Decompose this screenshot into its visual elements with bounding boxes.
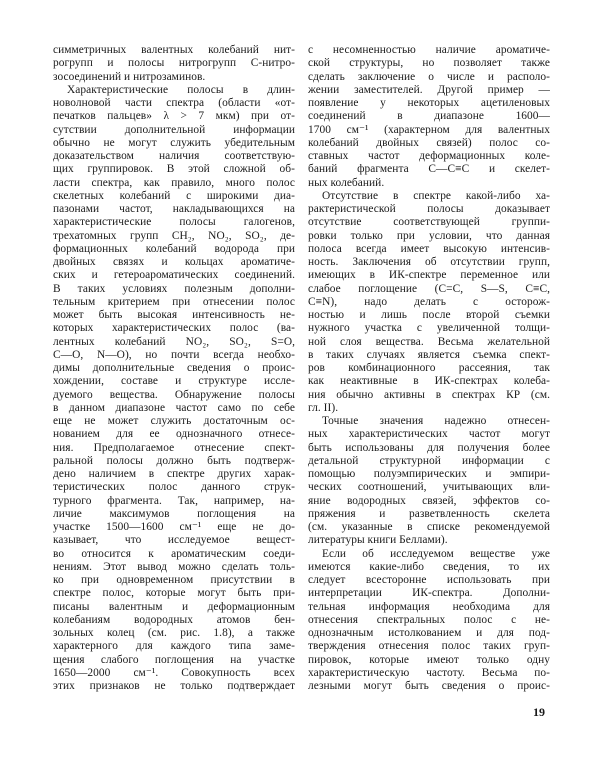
text-line: которых характеристических полос (ва- [53,322,295,335]
text-line: ских и гетероароматических соединений. [53,269,295,282]
text-line: лентных колебаний NO₂, SO₂, S=O, [53,335,295,348]
text-line: имеющих в ИК-спектре переменное или [308,269,550,282]
text-line: ко при одновременном присутствии в [53,574,295,586]
text-line: казывает, что исследуемое вещест- [53,534,295,547]
text-line: с несомненностью наличие ароматиче- [308,44,550,56]
text-line: пазонами частот, накладывающихся на [53,203,295,215]
text-line: тверждения отнесения полос таких груп- [308,640,550,653]
right-text-column [308,44,550,693]
text-line: нужного участка с увеличенной толщи- [308,322,550,335]
text-line: в таких случаях является съемка спект- [308,348,550,361]
text-line: рактеристической полосы доказывает [308,203,550,215]
text-line: зольных колец (см. рис. 1.8), а также [53,627,295,639]
text-line: 1700 см⁻¹ (характерном для валентных [308,123,550,136]
text-line: писаны валентным и деформационным [53,600,295,613]
text-line: еще не может служить достаточным ос- [53,415,295,427]
page-number: 19 [533,705,545,719]
text-line: полоса всегда имеет высокую интенсив- [308,242,550,255]
text-line: помощью полуэмпирических и эмпири- [308,468,550,480]
text-line: ных колебаний. [308,176,385,189]
text-line: щения слабого поглощения на участке [53,653,295,666]
text-line: Отсутствие в спектре какой-либо ха- [322,189,550,202]
text-line: симметричных валентных колебаний нит- [53,44,295,56]
text-line: ровки только при условии, что данная [308,229,550,242]
text-line: турного фрагмента. Так, например, на- [53,494,295,507]
text-line: щих группировок. В этой сложной об- [53,163,295,176]
text-line: сделать заключение о числе и располо- [308,70,550,83]
text-line: Точные значения надежно отнесен- [322,415,550,427]
text-line: имеются какие-либо сведения, то их [308,560,550,573]
text-line: (см. указанные в списке рекомендуемой [308,521,550,533]
text-line: ральной полосы должно быть подтверж- [53,454,295,467]
text-line: детальной структурной информации с [308,454,550,467]
text-line: этих признаков не только подтверждает [53,680,295,692]
text-line: отнесения спектральных полос с не- [308,613,550,626]
text-line: ставных частот деформационных коле- [308,150,550,162]
text-line: димы дополнительные сведения о проис- [53,362,295,374]
text-line: ных характеристических частот могут [308,428,550,441]
text-line: В таких условиях полезным дополни- [53,282,295,295]
text-line: личие максимумов поглощения на [53,507,295,520]
text-line: ностью и лишь после второй съемки [308,309,550,321]
text-line: тельная информация необходима для [308,600,550,613]
text-line: скелетных колебаний с широкими диа- [53,189,295,202]
text-line: соединений в диапазоне 1600— [308,110,550,123]
text-line: ния. Предполагаемое отнесение спект- [53,441,295,454]
text-line: ность. Заключения об отсутствии групп, [308,256,550,268]
text-line: ласти спектра, как правило, много полос [53,176,295,189]
text-line: C≡N), надо делать с осторож- [308,295,550,308]
text-line: характеристическую частоту. Весьма по- [308,666,550,679]
text-line: ской структуры, но позволяет также [308,57,550,70]
text-line: характерного для каждого типа заме- [53,640,295,653]
left-text-column [53,44,295,693]
text-line: пировок, которые имеют только одну [308,653,550,666]
text-line: двойных связях и кольцах ароматиче- [53,256,295,268]
text-line: ной слоя вещества. Весьма желательной [308,335,550,348]
text-line: нованием для ее однозначного отнесе- [53,428,295,441]
text-line: ния обычно активны в спектрах КР (см. [308,388,550,401]
text-line: может быть высокая интенсивность не- [53,309,295,321]
text-line: участке 1500—1600 см⁻¹ еще не до- [53,521,295,533]
text-line: Характеристические полосы в длин- [67,83,295,96]
text-line: C—O, N—O), но почти всегда необхо- [53,348,295,361]
text-line: отсутствие соответствующей группи- [308,216,550,229]
text-line: однозначным истолкованием и для под- [308,627,550,639]
text-line: литературы книги Беллами). [308,534,448,547]
text-line: спектре полос, которые могут быть при- [53,587,295,600]
text-line: нениям. Этот вывод можно сделать толь- [53,560,295,573]
text-line: Если об исследуемом веществе уже [322,547,550,560]
text-line: трехатомных групп CH₂, NO₂, SO₂, де- [53,229,295,242]
text-line: теристических полос данного струк- [53,481,295,494]
text-line: слабое поглощение (C=C, S—S, C≡C, [308,282,550,295]
text-line: баний фрагмента C—C≡C и скелет- [308,163,550,176]
text-line: быть использованы для получения более [308,441,550,454]
text-line: формационных колебаний водорода при [53,242,295,255]
text-line: 1650—2000 см⁻¹. Совокупность всех [53,666,295,679]
text-line: появление у некоторых ацетиленовых [308,97,550,109]
text-line: лезными могут быть сведения о проис- [308,680,550,692]
text-line: сутствии дополнительной информации [53,123,295,136]
text-line: во относится к ароматическим соеди- [53,547,295,560]
text-line: дено наличием в спектре других харак- [53,468,295,480]
text-line: рогрупп и полосы нитрогрупп С-нитро- [53,57,295,70]
text-line: в данном диапазоне частот само по себе [53,401,295,414]
text-line: характеристические полосы галогенов, [53,216,295,229]
text-line: колебаний двойных связей) полос со- [308,136,550,149]
text-line: яние водородных связей, эффектов со- [308,494,550,507]
text-line: как неактивные в ИК-спектрах колеба- [308,375,550,388]
text-line: печатков пальцев» λ > 7 мкм) при от- [53,110,295,123]
text-line: следует всесторонне использовать при [308,574,550,586]
text-line: колебаниям водородных атомов бен- [53,613,295,626]
text-line: жении заместителей. Другой пример — [308,83,550,96]
text-line: зосоединений и нитрозаминов. [53,70,206,83]
text-line: пряжения и разветвленность скелета [308,507,550,520]
text-line: ческих соотношений, учитывающих вли- [308,481,550,494]
text-line: дуемого вещества. Обнаружение полосы [53,388,295,401]
text-line: тельным критерием при отнесении полос [53,295,295,308]
text-line: доказательством наличия соответствую- [53,150,295,162]
text-line: гл. II). [308,401,339,414]
text-line: интерпретации ИК-спектра. Дополни- [308,587,550,600]
text-line: обычно не могут служить убедительным [53,136,295,149]
text-line: новолновой части спектра (области «от- [53,97,295,109]
text-line: ров комбинационного рассеяния, так [308,362,550,374]
text-line: хождении, составе и структуре иссле- [53,375,295,388]
